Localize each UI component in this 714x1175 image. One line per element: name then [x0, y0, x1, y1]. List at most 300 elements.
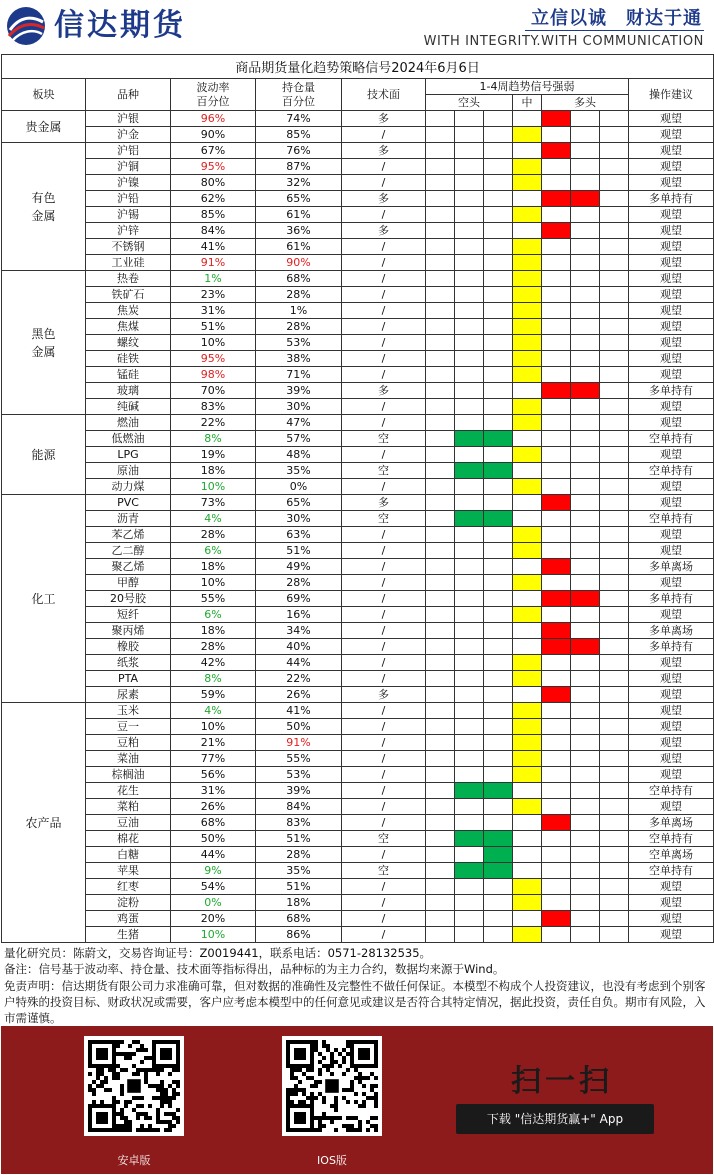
volatility-cell: 84%	[171, 223, 256, 239]
open-interest-cell: 71%	[256, 367, 342, 383]
signal-cell	[542, 351, 571, 367]
volatility-cell: 91%	[171, 255, 256, 271]
signal-cell	[484, 383, 513, 399]
technical-cell: 多	[342, 111, 426, 127]
header	[0, 0, 714, 54]
technical-cell: /	[342, 767, 426, 783]
signal-cell	[542, 655, 571, 671]
advice-cell: 空单持有	[629, 783, 714, 799]
signal-cell	[484, 559, 513, 575]
signal-cell	[513, 159, 542, 175]
variety-cell: 沪铝	[86, 143, 171, 159]
volatility-cell: 1%	[171, 271, 256, 287]
signal-cell	[455, 431, 484, 447]
open-interest-cell: 26%	[256, 687, 342, 703]
signal-cell	[571, 799, 600, 815]
signal-cell	[571, 447, 600, 463]
signal-cell	[455, 591, 484, 607]
signal-cell	[600, 639, 629, 655]
signal-cell	[484, 351, 513, 367]
signal-cell	[455, 287, 484, 303]
technical-cell: /	[342, 479, 426, 495]
signal-cell	[542, 223, 571, 239]
signal-cell	[426, 175, 455, 191]
signal-cell	[600, 271, 629, 287]
signal-cell	[513, 175, 542, 191]
signal-cell	[484, 895, 513, 911]
open-interest-cell: 86%	[256, 927, 342, 943]
signal-cell	[484, 703, 513, 719]
advice-cell: 观望	[629, 335, 714, 351]
volatility-cell: 56%	[171, 767, 256, 783]
header-technical: 技术面	[342, 79, 426, 111]
signal-cell	[484, 719, 513, 735]
open-interest-cell: 69%	[256, 591, 342, 607]
signal-cell	[513, 367, 542, 383]
variety-cell: 纯碱	[86, 399, 171, 415]
variety-cell: 生猪	[86, 927, 171, 943]
advice-cell: 观望	[629, 575, 714, 591]
signal-cell	[455, 719, 484, 735]
signal-cell	[571, 271, 600, 287]
advice-cell: 观望	[629, 351, 714, 367]
variety-cell: 沪铅	[86, 191, 171, 207]
header-sector: 板块	[2, 79, 86, 111]
table-row	[2, 447, 714, 463]
technical-cell: /	[342, 367, 426, 383]
variety-cell: PTA	[86, 671, 171, 687]
signal-cell	[513, 783, 542, 799]
signal-cell	[426, 687, 455, 703]
signal-cell	[571, 607, 600, 623]
table-row	[2, 591, 714, 607]
signal-cell	[455, 751, 484, 767]
signal-cell	[600, 591, 629, 607]
technical-cell: /	[342, 175, 426, 191]
table-row	[2, 911, 714, 927]
volatility-cell: 83%	[171, 399, 256, 415]
open-interest-cell: 91%	[256, 735, 342, 751]
signal-cell	[484, 927, 513, 943]
signal-cell	[426, 719, 455, 735]
header-variety: 品种	[86, 79, 171, 111]
open-interest-cell: 32%	[256, 175, 342, 191]
volatility-cell: 67%	[171, 143, 256, 159]
signal-cell	[484, 639, 513, 655]
technical-cell: /	[342, 527, 426, 543]
signal-cell	[542, 399, 571, 415]
signal-cell	[571, 783, 600, 799]
signal-cell	[484, 575, 513, 591]
android-qr-code[interactable]	[84, 1036, 184, 1136]
signal-cell	[600, 783, 629, 799]
open-interest-cell: 28%	[256, 287, 342, 303]
signal-cell	[513, 335, 542, 351]
advice-cell: 观望	[629, 895, 714, 911]
table-row	[2, 175, 714, 191]
signal-cell	[513, 591, 542, 607]
signal-cell	[600, 815, 629, 831]
signal-cell	[426, 815, 455, 831]
signal-cell	[455, 815, 484, 831]
advice-cell: 观望	[629, 735, 714, 751]
notes	[4, 945, 712, 1026]
signal-cell	[513, 895, 542, 911]
signal-cell	[455, 687, 484, 703]
table-title: 商品期货量化趋势策略信号2024年6月6日	[2, 55, 714, 79]
signal-cell	[513, 879, 542, 895]
signal-cell	[426, 751, 455, 767]
signal-cell	[484, 479, 513, 495]
variety-cell: 20号胶	[86, 591, 171, 607]
signal-cell	[571, 383, 600, 399]
technical-cell: 空	[342, 463, 426, 479]
signal-cell	[571, 127, 600, 143]
signal-cell	[513, 911, 542, 927]
table-row	[2, 559, 714, 575]
signal-cell	[542, 863, 571, 879]
signal-cell	[426, 767, 455, 783]
signal-cell	[542, 431, 571, 447]
signal-cell	[571, 223, 600, 239]
table-row	[2, 479, 714, 495]
technical-cell: /	[342, 751, 426, 767]
technical-cell: 空	[342, 831, 426, 847]
volatility-cell: 0%	[171, 895, 256, 911]
signal-cell	[600, 303, 629, 319]
signal-cell	[513, 543, 542, 559]
signal-cell	[484, 207, 513, 223]
signal-cell	[426, 783, 455, 799]
signal-cell	[484, 799, 513, 815]
signal-cell	[455, 239, 484, 255]
signal-cell	[426, 463, 455, 479]
signal-cell	[513, 143, 542, 159]
signal-cell	[571, 927, 600, 943]
technical-cell: /	[342, 271, 426, 287]
technical-cell: /	[342, 127, 426, 143]
signal-cell	[513, 767, 542, 783]
advice-cell: 多单离场	[629, 815, 714, 831]
signal-cell	[484, 735, 513, 751]
open-interest-cell: 61%	[256, 239, 342, 255]
table-row	[2, 399, 714, 415]
remark: 备注：信号基于波动率、持仓量、技术面等指标得出，品种标的为主力合约，数据均来源于Wind。	[4, 962, 505, 977]
volatility-cell: 8%	[171, 431, 256, 447]
volatility-cell: 51%	[171, 319, 256, 335]
advice-cell: 观望	[629, 671, 714, 687]
technical-cell: /	[342, 543, 426, 559]
open-interest-cell: 38%	[256, 351, 342, 367]
table-row	[2, 511, 714, 527]
signal-cell	[600, 207, 629, 223]
variety-cell: 硅铁	[86, 351, 171, 367]
advice-cell: 空单离场	[629, 847, 714, 863]
signal-cell	[571, 399, 600, 415]
volatility-cell: 10%	[171, 335, 256, 351]
technical-cell: 多	[342, 143, 426, 159]
advice-cell: 多单离场	[629, 623, 714, 639]
variety-cell: 红枣	[86, 879, 171, 895]
table-row	[2, 847, 714, 863]
signal-cell	[426, 511, 455, 527]
signal-cell	[600, 111, 629, 127]
table-row	[2, 543, 714, 559]
signal-cell	[513, 815, 542, 831]
volatility-cell: 55%	[171, 591, 256, 607]
signal-cell	[455, 127, 484, 143]
signal-cell	[542, 175, 571, 191]
table-row	[2, 527, 714, 543]
volatility-cell: 85%	[171, 207, 256, 223]
signal-cell	[571, 751, 600, 767]
advice-cell: 观望	[629, 127, 714, 143]
variety-cell: 淀粉	[86, 895, 171, 911]
signal-cell	[542, 255, 571, 271]
signal-cell	[455, 383, 484, 399]
advice-cell: 观望	[629, 799, 714, 815]
signal-cell	[426, 191, 455, 207]
advice-cell: 观望	[629, 719, 714, 735]
advice-cell: 观望	[629, 607, 714, 623]
header-signal-group: 1-4周趋势信号强弱	[426, 79, 629, 95]
signal-cell	[484, 815, 513, 831]
volatility-cell: 18%	[171, 559, 256, 575]
signal-cell	[571, 239, 600, 255]
signal-cell	[600, 351, 629, 367]
signal-cell	[513, 287, 542, 303]
signal-table	[1, 54, 714, 943]
volatility-cell: 18%	[171, 623, 256, 639]
ios-label: IOS版	[317, 1154, 347, 1167]
signal-cell	[600, 399, 629, 415]
signal-cell	[513, 431, 542, 447]
signal-cell	[542, 879, 571, 895]
signal-cell	[513, 271, 542, 287]
advice-cell: 空单持有	[629, 831, 714, 847]
signal-cell	[455, 511, 484, 527]
signal-cell	[455, 543, 484, 559]
signal-cell	[600, 175, 629, 191]
download-app-button[interactable]: 下载 "信达期货赢+" App	[456, 1104, 654, 1134]
technical-cell: 多	[342, 223, 426, 239]
table-row	[2, 719, 714, 735]
technical-cell: /	[342, 703, 426, 719]
open-interest-cell: 22%	[256, 671, 342, 687]
volatility-cell: 31%	[171, 783, 256, 799]
advice-cell: 观望	[629, 415, 714, 431]
open-interest-cell: 65%	[256, 191, 342, 207]
technical-cell: /	[342, 399, 426, 415]
open-interest-cell: 50%	[256, 719, 342, 735]
signal-cell	[484, 847, 513, 863]
open-interest-cell: 55%	[256, 751, 342, 767]
volatility-cell: 10%	[171, 575, 256, 591]
signal-cell	[571, 479, 600, 495]
header-middle: 中	[513, 95, 542, 111]
table-row	[2, 607, 714, 623]
open-interest-cell: 39%	[256, 783, 342, 799]
technical-cell: /	[342, 639, 426, 655]
signal-cell	[571, 319, 600, 335]
signal-cell	[484, 335, 513, 351]
open-interest-cell: 51%	[256, 543, 342, 559]
table-row	[2, 127, 714, 143]
table-row	[2, 879, 714, 895]
signal-cell	[513, 751, 542, 767]
signal-cell	[455, 303, 484, 319]
open-interest-cell: 16%	[256, 607, 342, 623]
signal-cell	[600, 863, 629, 879]
signal-cell	[542, 639, 571, 655]
signal-cell	[455, 479, 484, 495]
table-row	[2, 319, 714, 335]
variety-cell: 白糖	[86, 847, 171, 863]
signal-cell	[484, 223, 513, 239]
technical-cell: /	[342, 255, 426, 271]
volatility-cell: 26%	[171, 799, 256, 815]
signal-cell	[513, 799, 542, 815]
variety-cell: 沪锌	[86, 223, 171, 239]
open-interest-cell: 30%	[256, 399, 342, 415]
signal-cell	[571, 303, 600, 319]
open-interest-cell: 49%	[256, 559, 342, 575]
android-label: 安卓版	[117, 1154, 151, 1167]
signal-cell	[455, 191, 484, 207]
variety-cell: 沪镍	[86, 175, 171, 191]
qr-code-icon	[84, 1036, 184, 1136]
signal-cell	[455, 367, 484, 383]
volatility-cell: 22%	[171, 415, 256, 431]
signal-cell	[426, 351, 455, 367]
volatility-cell: 23%	[171, 287, 256, 303]
signal-cell	[455, 895, 484, 911]
table-row	[2, 111, 714, 127]
volatility-cell: 95%	[171, 159, 256, 175]
signal-cell	[426, 223, 455, 239]
volatility-cell: 42%	[171, 655, 256, 671]
signal-cell	[600, 463, 629, 479]
technical-cell: /	[342, 607, 426, 623]
signal-cell	[600, 895, 629, 911]
signal-cell	[426, 671, 455, 687]
open-interest-cell: 40%	[256, 639, 342, 655]
variety-cell: 乙二醇	[86, 543, 171, 559]
advice-cell: 观望	[629, 399, 714, 415]
signal-cell	[542, 159, 571, 175]
ios-qr-code[interactable]	[282, 1036, 382, 1136]
signal-cell	[513, 303, 542, 319]
signal-cell	[542, 735, 571, 751]
technical-cell: /	[342, 927, 426, 943]
variety-cell: 焦炭	[86, 303, 171, 319]
variety-cell: 沪铜	[86, 159, 171, 175]
advice-cell: 观望	[629, 159, 714, 175]
variety-cell: 沥青	[86, 511, 171, 527]
technical-cell: /	[342, 415, 426, 431]
signal-cell	[484, 879, 513, 895]
advice-cell: 观望	[629, 927, 714, 943]
signal-cell	[571, 591, 600, 607]
signal-cell	[484, 767, 513, 783]
advice-cell: 观望	[629, 111, 714, 127]
open-interest-cell: 28%	[256, 847, 342, 863]
brand-name: 信达期货	[54, 8, 186, 43]
advice-cell: 观望	[629, 239, 714, 255]
signal-cell	[571, 815, 600, 831]
advice-cell: 多单持有	[629, 639, 714, 655]
signal-cell	[455, 415, 484, 431]
table-row	[2, 735, 714, 751]
signal-cell	[571, 895, 600, 911]
signal-cell	[542, 847, 571, 863]
signal-cell	[455, 911, 484, 927]
technical-cell: /	[342, 239, 426, 255]
table-row	[2, 239, 714, 255]
signal-cell	[484, 143, 513, 159]
signal-cell	[542, 287, 571, 303]
volatility-cell: 6%	[171, 543, 256, 559]
signal-cell	[542, 111, 571, 127]
signal-cell	[426, 655, 455, 671]
technical-cell: /	[342, 671, 426, 687]
signal-cell	[455, 399, 484, 415]
signal-cell	[600, 623, 629, 639]
signal-cell	[426, 559, 455, 575]
table-row	[2, 351, 714, 367]
signal-cell	[542, 591, 571, 607]
signal-cell	[542, 127, 571, 143]
signal-cell	[571, 863, 600, 879]
variety-cell: 甲醇	[86, 575, 171, 591]
advice-cell: 观望	[629, 207, 714, 223]
signal-cell	[571, 511, 600, 527]
signal-cell	[600, 575, 629, 591]
variety-cell: 沪锡	[86, 207, 171, 223]
signal-cell	[484, 543, 513, 559]
signal-cell	[426, 799, 455, 815]
table-row	[2, 703, 714, 719]
signal-cell	[484, 751, 513, 767]
signal-cell	[513, 319, 542, 335]
signal-cell	[455, 607, 484, 623]
signal-cell	[542, 367, 571, 383]
signal-cell	[600, 319, 629, 335]
signal-cell	[542, 271, 571, 287]
researcher-info: 量化研究员：陈蔚文，交易咨询证号：Z0019441，联系电话：0571-28132535。	[4, 946, 432, 960]
advice-cell: 观望	[629, 751, 714, 767]
open-interest-cell: 57%	[256, 431, 342, 447]
signal-cell	[542, 783, 571, 799]
open-interest-cell: 53%	[256, 767, 342, 783]
volatility-cell: 10%	[171, 719, 256, 735]
variety-cell: 菜油	[86, 751, 171, 767]
signal-cell	[513, 607, 542, 623]
signal-cell	[426, 863, 455, 879]
signal-cell	[571, 575, 600, 591]
variety-cell: 豆粕	[86, 735, 171, 751]
variety-cell: 燃油	[86, 415, 171, 431]
logo-icon	[6, 6, 46, 46]
volatility-cell: 20%	[171, 911, 256, 927]
signal-cell	[513, 415, 542, 431]
scan-text: 扫一扫	[511, 1064, 613, 1099]
signal-cell	[600, 383, 629, 399]
signal-cell	[600, 719, 629, 735]
open-interest-cell: 90%	[256, 255, 342, 271]
technical-cell: 空	[342, 431, 426, 447]
advice-cell: 观望	[629, 767, 714, 783]
